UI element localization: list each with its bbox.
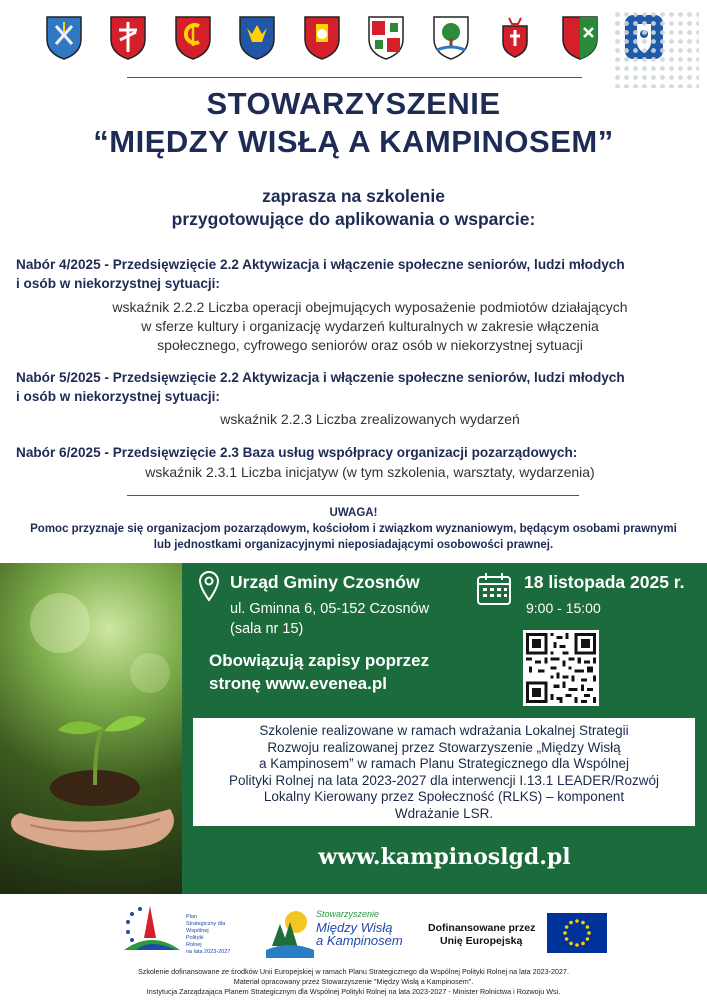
- psp-logo: [120, 900, 240, 962]
- crest-icon-6: [366, 14, 406, 60]
- footer-line-1: Szkolenie dofinansowane ze środków Unii Europejskiej w ramach Planu Strategicznego dla Wspólnej Polityki Rolnej na lata 2023-2027.: [137, 967, 570, 976]
- event-time: 9:00 - 15:00: [526, 600, 601, 616]
- crest-icon-9: [560, 14, 600, 60]
- footer-line-2: Materiał opracowany przez Stowarzyszenie "Między Wisłą a Kampinosem".: [233, 977, 474, 986]
- psp-line-3: Wspólnej: [186, 928, 209, 934]
- signup-line-2: stronę www.evenea.pl: [209, 674, 387, 693]
- lgd-logo-icon: [266, 906, 314, 958]
- signup-line-1: Obowiązują zapisy poprzez: [209, 651, 430, 670]
- lgd-logo-text: [316, 908, 426, 947]
- eu-line-1: Dofinansowane przez: [428, 922, 536, 934]
- psp-logo-text: [186, 914, 230, 956]
- program-info-box: [193, 718, 695, 826]
- website-link[interactable]: www.kampinoslgd.pl: [318, 844, 571, 870]
- lgd-line-1: Stowarzyszenie: [316, 909, 380, 919]
- eu-flag-icon: [547, 913, 607, 953]
- notice-line-1: Pomoc przyznaje się organizacjom pozarządowym, kościołom i związkom wyznaniowym, będącym osobami prawnymi: [30, 523, 677, 535]
- top-divider: [127, 77, 582, 78]
- nabor-4-indicator: [40, 298, 700, 355]
- venue-name: Urząd Gminy Czosnów: [230, 572, 420, 592]
- middle-divider: [127, 495, 579, 496]
- decorative-dot-pattern: [613, 10, 699, 88]
- notice: [0, 505, 707, 553]
- footer-line-3: Instytucja Zarządzająca Planem Strategicznym dla Wspólnej Polityki Rolnej na lata 2023-2027 - Minister Rolnictwa i Rozwoju Wsi.: [146, 987, 561, 996]
- nabor-6-title-line-1: Nabór 6/2025 - Przedsięwzięcie 2.3 Baza usług współpracy organizacji pozarządowych:: [16, 445, 578, 460]
- program-info-line-5: Lokalny Kierowany przez Społeczność (RLKS) – komponent: [263, 789, 625, 805]
- intro-line-2: przygotowujące do aplikowania o wsparcie:: [171, 209, 536, 229]
- eu-line-2: Unię Europejską: [440, 935, 523, 947]
- notice-heading: UWAGA!: [329, 507, 378, 519]
- program-info-line-3: a Kampinosem” w ramach Planu Strategicznego dla Wspólnej: [259, 756, 629, 772]
- nabor-4-indicator-line-2: w sferze kultury i organizację wydarzeń kulturalnych w zakresie włączenia: [141, 318, 599, 334]
- nabor-6-indicator: [40, 463, 700, 482]
- lgd-logo: [266, 902, 416, 962]
- program-info-line-6: Wdrażanie LSR.: [394, 805, 494, 821]
- psp-line-2: Strategiczny dla: [186, 921, 226, 927]
- eu-funding-text: [428, 922, 535, 948]
- location-pin-icon: [198, 570, 220, 602]
- psp-line-6: na lata 2023-2027: [186, 949, 231, 955]
- venue-address: ul. Gminna 6, 05-152 Czosnów: [230, 601, 430, 617]
- footer-note: [0, 967, 707, 997]
- psp-line-4: Polityki: [186, 935, 204, 941]
- venue-room: (sala nr 15): [230, 621, 304, 637]
- psp-line-1: Plan: [186, 914, 198, 920]
- psp-logo-icon: [120, 902, 182, 960]
- intro-line-1: zaprasza na szkolenie: [262, 186, 445, 206]
- seedling-hands-icon: [0, 563, 182, 894]
- nabor-4-title: [16, 255, 696, 293]
- lgd-line-3: a Kampinosem: [316, 933, 403, 948]
- notice-line-2: lub jednostkami organizacyjnymi nieposiadającymi osobowości prawnej.: [153, 539, 554, 551]
- nabor-4-indicator-line-3: społecznego, cyfrowego seniorów oraz osób w niekorzystnej sytuacji: [157, 337, 583, 353]
- crest-icon-5: [302, 14, 342, 60]
- crests-row: [44, 14, 664, 66]
- calendar-icon: [476, 572, 512, 606]
- nabor-6-title: [16, 443, 696, 462]
- crest-icon-7: [431, 14, 471, 60]
- qr-code[interactable]: [523, 630, 599, 706]
- lgd-line-2: Między Wisłą: [316, 920, 393, 935]
- nabor-4-title-line-2: i osób w niekorzystnej sytuacji:: [16, 276, 220, 291]
- nabor-5-indicator-line-1: wskaźnik 2.2.3 Liczba zrealizowanych wydarzeń: [220, 411, 520, 427]
- seedling-photo: [0, 563, 182, 894]
- title-line-1: STOWARZYSZENIE: [206, 86, 501, 121]
- program-info-line-1: Szkolenie realizowane w ramach wdrażania Lokalnej Strategii: [259, 723, 629, 738]
- nabor-5-title-line-2: i osób w niekorzystnej sytuacji:: [16, 389, 220, 404]
- program-info-line-2: Rozwoju realizowanej przez Stowarzyszenie „Między Wisłą: [267, 739, 621, 755]
- crest-icon-4: [237, 14, 277, 60]
- nabor-5-indicator: [40, 410, 700, 429]
- nabor-5-title-line-1: Nabór 5/2025 - Przedsięwzięcie 2.2 Aktywizacja i włączenie społeczne seniorów, ludzi młodych: [16, 370, 625, 385]
- nabor-4-indicator-line-1: wskaźnik 2.2.2 Liczba operacji obejmujących wyposażenie podmiotów działających: [112, 299, 628, 315]
- qr-code-icon: [523, 630, 599, 706]
- program-info-line-4: Polityki Rolnej na lata 2023-2027 dla interwencji I.13.1 LEADER/Rozwój: [229, 772, 659, 788]
- nabor-4-title-line-1: Nabór 4/2025 - Przedsięwzięcie 2.2 Aktywizacja i włączenie społeczne seniorów, ludzi młodych: [16, 257, 625, 272]
- crest-icon-3: [173, 14, 213, 60]
- psp-line-5: Rolnej: [186, 942, 202, 948]
- nabor-6-indicator-line-1: wskaźnik 2.3.1 Liczba inicjatyw (w tym szkolenia, warsztaty, wydarzenia): [145, 464, 595, 480]
- title-line-2: “MIĘDZY WISŁĄ A KAMPINOSEM”: [93, 124, 614, 159]
- crest-icon-2: [108, 14, 148, 60]
- nabor-5-title: [16, 368, 696, 406]
- event-date: 18 listopada 2025 r.: [524, 572, 685, 592]
- crest-icon-8: [495, 14, 535, 60]
- crest-icon-1: [44, 14, 84, 60]
